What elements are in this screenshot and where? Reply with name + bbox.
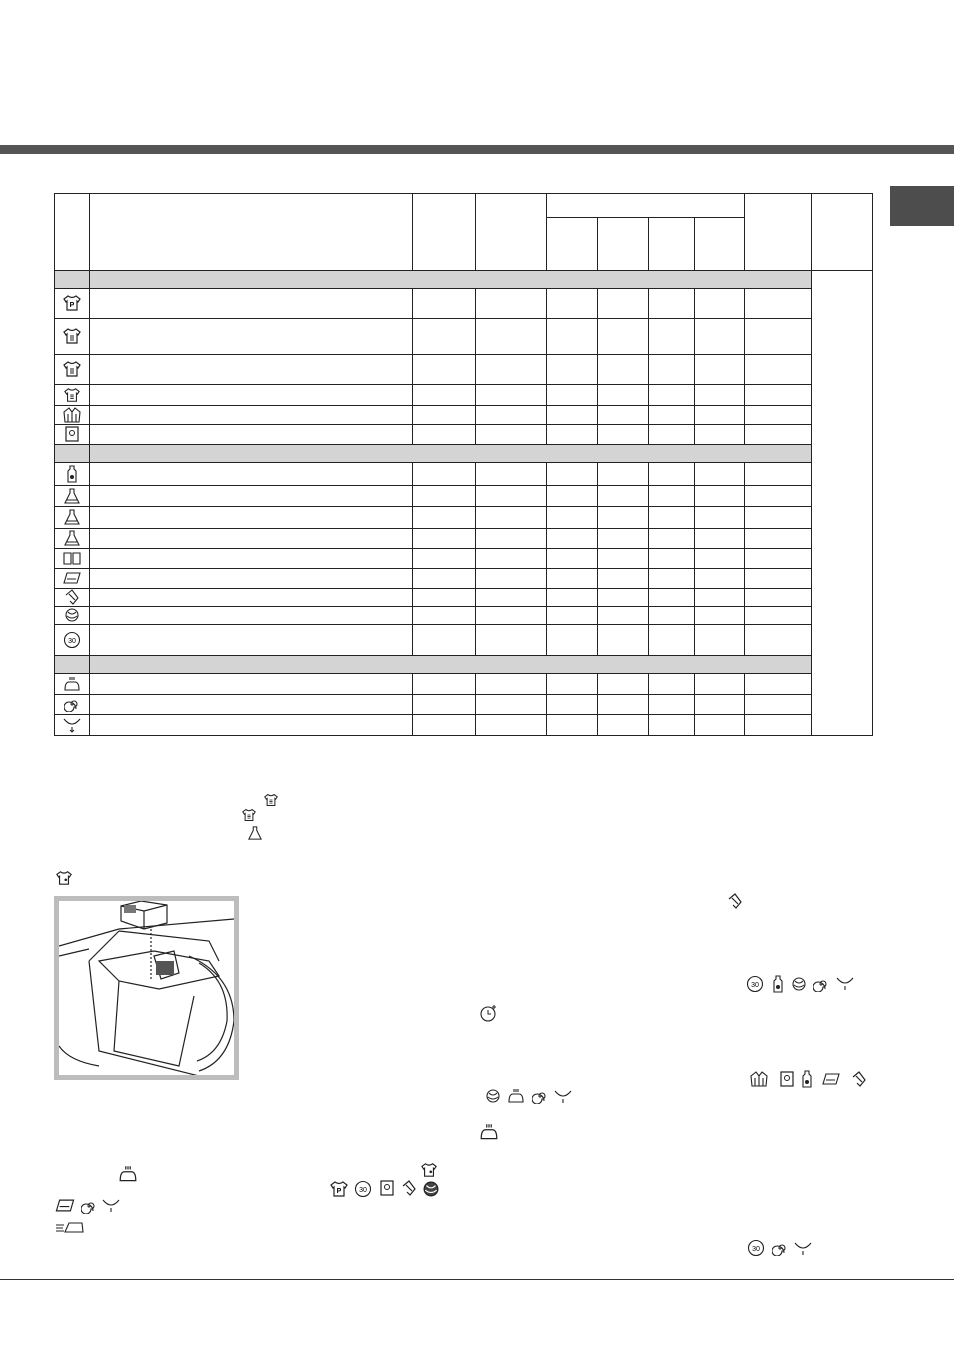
- drawer-drawing: [59, 901, 234, 1075]
- shirt-stain-icon: [421, 1162, 437, 1178]
- timer-30-icon: [354, 1180, 372, 1198]
- feather-icon: [851, 1071, 867, 1087]
- rinse-icon: [118, 1164, 138, 1184]
- rinse-icon: [507, 1088, 525, 1104]
- spin-icon: [54, 694, 89, 714]
- wool-ball-icon: [792, 977, 806, 991]
- flask-icon: [54, 506, 89, 528]
- feather-icon: [54, 588, 89, 606]
- drain-icon: [54, 714, 89, 736]
- timer-30-icon: [746, 975, 764, 993]
- svg-text:30: 30: [359, 1187, 367, 1194]
- shirt-lines-icon: [242, 808, 256, 822]
- iron-icon: [55, 1220, 85, 1234]
- detergent-drawer-figure: [54, 896, 239, 1080]
- table-grid: [54, 193, 873, 736]
- footer-rule: [0, 1279, 954, 1280]
- blanket-icon: [54, 568, 89, 588]
- box-icon: [780, 1071, 794, 1087]
- blanket-icon: [55, 1198, 75, 1213]
- svg-text:30: 30: [67, 637, 76, 645]
- spin-icon: [532, 1088, 548, 1104]
- svg-text:30: 30: [752, 1246, 760, 1253]
- wool-ball-icon: [423, 1181, 439, 1197]
- blanket-icon: [822, 1072, 840, 1086]
- drain-icon: [554, 1089, 572, 1105]
- feather-icon: [401, 1180, 417, 1196]
- shirt-p-icon: [330, 1180, 348, 1198]
- spin-icon: [772, 1240, 788, 1256]
- spin-icon: [81, 1198, 97, 1214]
- flask-icon: [54, 485, 89, 506]
- svg-text:30: 30: [751, 982, 759, 989]
- language-tab: [890, 186, 954, 226]
- jacket-icon: [54, 405, 89, 424]
- timer-30-icon: [747, 1239, 765, 1257]
- bottle-icon: [771, 975, 785, 993]
- timer-plus-icon: [480, 1004, 498, 1022]
- section-row-2: [54, 444, 811, 462]
- svg-text:P: P: [336, 1188, 342, 1195]
- shirt-lines-icon: [264, 793, 278, 807]
- book-icon: [54, 548, 89, 568]
- spin-icon: [813, 976, 829, 992]
- drain-icon: [836, 976, 854, 992]
- shirt-lines-icon: [54, 384, 89, 405]
- section-row-3: [54, 655, 811, 673]
- bottle-icon: [54, 462, 89, 485]
- section-row-1: [54, 270, 811, 288]
- jacket-icon: [750, 1071, 768, 1087]
- box-icon: [380, 1180, 394, 1196]
- shirt-lines-icon: [54, 354, 89, 384]
- feather-icon: [727, 893, 743, 909]
- shirt-lines-icon: [54, 318, 89, 354]
- shirt-stain-icon: [55, 870, 73, 886]
- svg-text:P: P: [69, 302, 74, 309]
- flask-icon: [54, 528, 89, 548]
- header-bar: [0, 145, 954, 154]
- rinse-icon: [54, 673, 89, 694]
- flask-icon: [248, 826, 262, 840]
- wool-ball-icon: [54, 606, 89, 624]
- wool-ball-icon: [486, 1089, 500, 1103]
- drain-icon: [102, 1198, 120, 1214]
- rinse-icon: [479, 1122, 499, 1142]
- timer-30-icon: [54, 624, 89, 655]
- shirt-p-icon: [54, 288, 89, 318]
- program-table: [54, 193, 873, 736]
- box-icon: [54, 424, 89, 444]
- drain-icon: [794, 1241, 812, 1257]
- bottle-icon: [800, 1070, 814, 1088]
